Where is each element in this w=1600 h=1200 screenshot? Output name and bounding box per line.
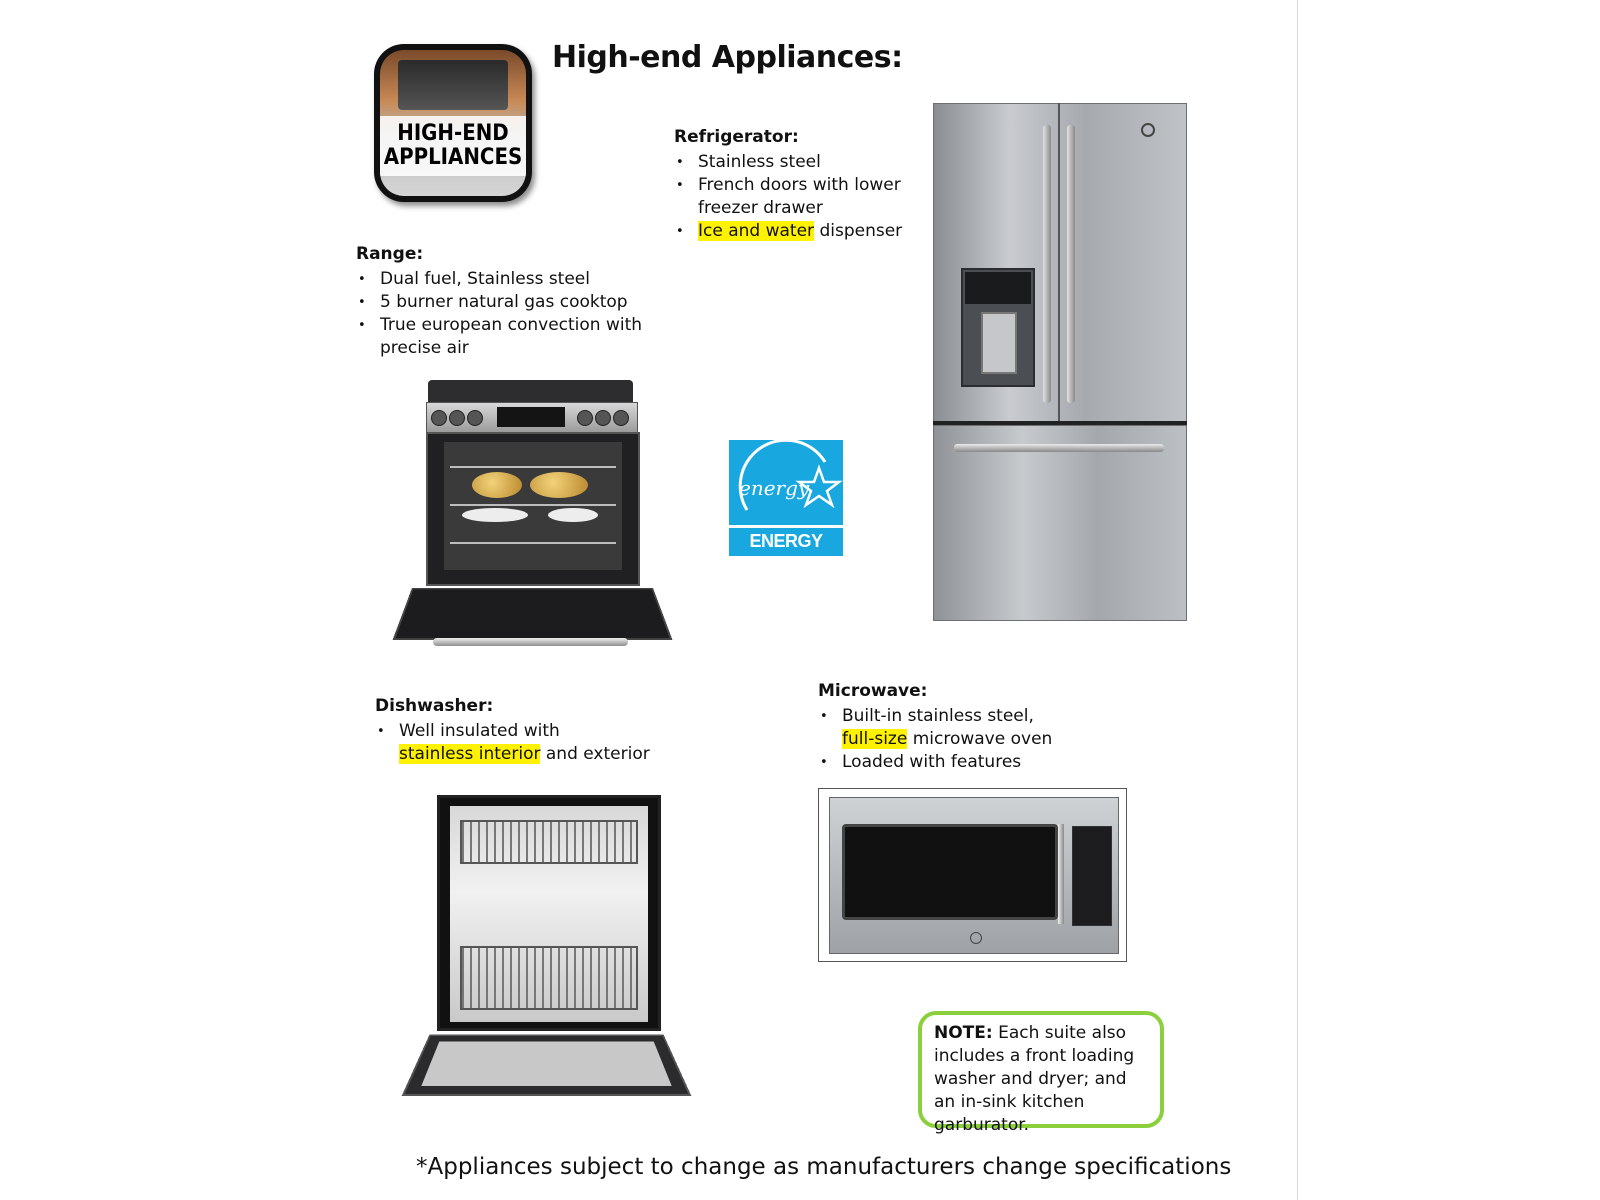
microwave-image: [818, 788, 1127, 962]
list-item: • Loaded with features: [818, 751, 1118, 774]
list-item: [674, 174, 934, 220]
refrigerator-features: [674, 151, 934, 243]
highlighted-text: Ice and water: [698, 221, 815, 241]
fridge-door-split: [1058, 103, 1060, 421]
range-knobs-left: [431, 410, 491, 426]
energy-star-label: ENERGY STAR: [729, 525, 843, 556]
dishwasher-heading: Dishwasher:: [375, 696, 494, 716]
range-section: [356, 244, 646, 360]
note-label: NOTE:: [934, 1023, 993, 1043]
microwave-heading: Microwave:: [818, 681, 928, 701]
item-text: Built-in stainless steel,: [842, 706, 1034, 726]
range-knobs-right: [577, 410, 637, 426]
range-image: [403, 380, 658, 652]
lower-rack: [460, 946, 638, 1010]
refrigerator-section: [674, 127, 934, 243]
oven-rack: [450, 466, 616, 468]
microwave-features: [818, 705, 1118, 774]
dispenser-panel: [965, 272, 1031, 304]
item-text: microwave oven: [907, 729, 1053, 749]
range-display: [497, 407, 565, 427]
logo-background: [380, 50, 526, 196]
range-features: [356, 268, 646, 360]
refrigerator-heading: Refrigerator:: [674, 127, 799, 147]
list-item: • Dual fuel, Stainless steel: [356, 268, 646, 291]
microwave-handle: [1058, 824, 1064, 924]
ge-logo-icon: [1141, 123, 1155, 137]
item-text: dispenser: [814, 221, 903, 241]
dishwasher-interior: [450, 806, 648, 1022]
freezer-handle: [954, 444, 1164, 452]
high-end-appliances-logo: [374, 44, 532, 202]
item-text: French doors with lower freezer drawer: [698, 175, 901, 218]
microwave-section: [818, 681, 1118, 774]
microwave-window: [842, 824, 1058, 920]
logo-line-1: HIGH-END: [397, 121, 509, 146]
dishwasher-door-inner: [421, 1041, 671, 1086]
energy-star-logo: [729, 440, 843, 577]
upper-rack: [460, 820, 638, 864]
food-item: [530, 472, 588, 498]
oven-interior: [444, 442, 622, 570]
list-item: [674, 220, 934, 243]
dishwasher-section: [375, 696, 675, 766]
dispenser-nook: [981, 312, 1017, 374]
page-title: High-end Appliances:: [552, 40, 903, 75]
food-dish: [548, 508, 598, 522]
list-item: [375, 720, 675, 766]
highlighted-text: full-size: [842, 729, 908, 749]
dishwasher-door-open: [402, 1035, 692, 1096]
range-heading: Range:: [356, 244, 424, 264]
list-item: • 5 burner natural gas cooktop: [356, 291, 646, 314]
microwave-body: [829, 797, 1119, 954]
fridge-handle-right: [1067, 125, 1075, 403]
ge-logo-icon: [970, 932, 982, 944]
right-margin: [1297, 0, 1600, 1200]
oven-door-open: [393, 588, 673, 640]
note-text: Each suite also includes a front loading washer and dryer; and an in-sink kitchen garburator.: [934, 1023, 1135, 1135]
range-control-panel: [426, 402, 638, 434]
oven-rack: [450, 542, 616, 544]
dishwasher-features: [375, 720, 675, 766]
disclaimer-footer: *Appliances subject to change as manufacturers change specifications: [416, 1154, 1232, 1180]
note-box: [918, 1011, 1164, 1135]
oven-rack: [450, 504, 616, 506]
water-dispenser: [961, 268, 1035, 387]
item-text: Well insulated with: [399, 721, 560, 741]
item-text: and exterior: [540, 744, 650, 764]
highlighted-text: stainless interior: [399, 744, 541, 764]
dishwasher-image: [437, 795, 697, 1100]
logo-text: [380, 116, 526, 176]
range-cooktop: [428, 380, 633, 404]
freezer-drawer: [933, 425, 1187, 621]
range-oven-cavity: [426, 432, 640, 586]
food-item: [472, 472, 522, 498]
refrigerator-image: [933, 103, 1185, 619]
microwave-keypad: [1072, 826, 1112, 926]
dishwasher-frame: [437, 795, 661, 1031]
list-item: [674, 151, 934, 174]
oven-door-handle: [433, 638, 628, 646]
fridge-handle-left: [1043, 125, 1051, 403]
energy-script-text: energy: [739, 476, 810, 500]
list-item: [818, 705, 1118, 751]
logo-line-2: APPLIANCES: [383, 145, 523, 170]
food-dish: [462, 508, 528, 522]
list-item: • True european convection with precise air: [356, 314, 646, 360]
item-text: Stainless steel: [698, 152, 821, 172]
logo-stove-image: [398, 60, 508, 110]
